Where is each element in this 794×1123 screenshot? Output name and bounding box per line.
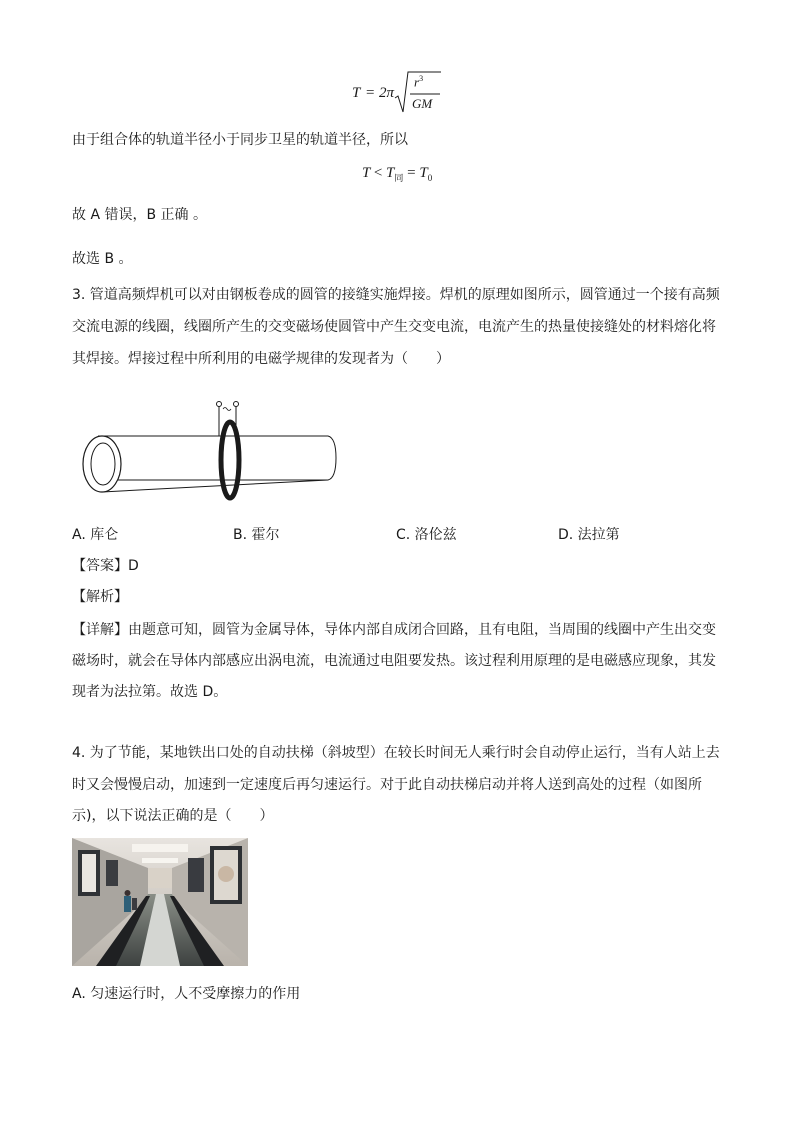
q4-stem-line-2: 时又会慢慢启动，加速到一定速度后再匀速运行。对于此自动扶梯启动并将人送到高处的过程（如图所: [72, 777, 702, 793]
q4-stem-line-3: 示)，以下说法正确的是（ ）: [72, 808, 274, 824]
q3-answer: [72, 556, 139, 576]
detail-tag: 【详解】: [72, 622, 128, 638]
choice-text: 故选 B 。: [72, 251, 133, 267]
pipe-coil-diagram: [80, 398, 342, 502]
formula-coefficient: 2π: [379, 85, 395, 101]
escalator-photo: [72, 838, 248, 966]
q3-detail-line-1: [72, 620, 716, 640]
fraction-numerator: $r^3$: [414, 74, 424, 90]
answer-value: D: [128, 558, 139, 574]
q3-option-b: B. 霍尔: [233, 527, 280, 543]
formula-lhs: T: [352, 85, 361, 101]
q3-analysis-tag: 【解析】: [72, 589, 128, 605]
paragraph-orbit-radius: 由于组合体的轨道半径小于同步卫星的轨道半径，所以: [72, 132, 408, 148]
q3-stem-line-3: 其焊接。焊接过程中所利用的电磁学规律的发现者为（ ）: [72, 351, 450, 367]
q3-stem-line-1: 3. 管道高频焊机可以对由钢板卷成的圆管的接缝实施焊接。焊机的原理如图所示，圆管通过一个接有高频: [72, 287, 720, 303]
q4-option-a: A. 匀速运行时，人不受摩擦力的作用: [72, 986, 301, 1002]
q3-detail-line-2: 磁场时，就会在导体内部感应出涡电流，电流通过电阻要发热。该过程利用原理的是电磁感应现象，其发: [72, 653, 716, 669]
q3-stem-line-2: 交流电源的线圈，线圈所产生的交变磁场使圆管中产生交变电流，电流产生的热量使接缝处的材料熔化将: [72, 319, 716, 335]
formula-equals: =: [366, 85, 375, 101]
fraction-denominator: GM: [412, 96, 433, 111]
q3-detail-line-3: 现者为法拉第。故选 D。: [72, 684, 228, 700]
period-comparison-formula: $T < T_同 = T_0$: [362, 165, 433, 184]
q3-option-c: C. 洛伦兹: [396, 527, 457, 543]
q3-option-d: D. 法拉第: [558, 527, 620, 543]
answer-tag: 【答案】: [72, 558, 128, 574]
conclusion-text: 故 A 错误，B 正确 。: [72, 207, 207, 223]
detail-text: 由题意可知，圆管为金属导体，导体内部自成闭合回路，且有电阻，当周围的线圈中产生出交变: [128, 622, 716, 638]
period-formula: [352, 70, 452, 116]
q3-option-a: A. 库仑: [72, 527, 119, 543]
q4-stem-line-1: 4. 为了节能，某地铁出口处的自动扶梯（斜坡型）在较长时间无人乘行时会自动停止运行，当有人站上去: [72, 745, 720, 761]
escalator-illustration: [72, 838, 248, 966]
